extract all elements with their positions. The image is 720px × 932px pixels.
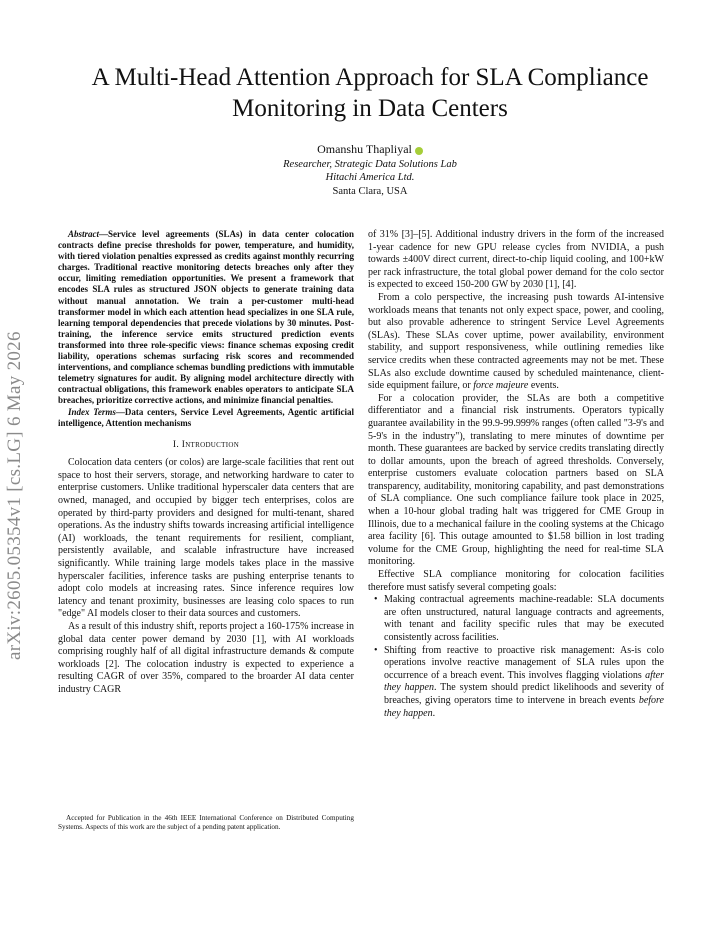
- goals-list: [368, 594, 664, 720]
- paragraph: For a colocation provider, the SLAs are both a competitive differentiator and a financial risk instruments. Operators typically guarantee availability in the 99.9-99.999% ranges (often called "3-9's and 5-9's in the industry"), translating to mere minutes of downtime per month. These guarantees are backed by service credits translating directly to dollar amounts, upon the breach of agreed thresholds. Conversely, enterprise customers evaluate colocation partners based on SLA transparency, auditability, monitoring capability, and past demonstrations of SLA compliance. One such compliance failure took place in 2025, when a 10-hour global trading halt was triggered for CME Group in Illinois, due to a mechanical failure in the cooling systems at the Chicago area facility [6]. This outage amounted to $1.58 billion in lost trading volume for the CME Group, highlighting the need for real-time SLA monitoring.: [368, 392, 664, 568]
- section-heading: I. Introduction: [172, 439, 240, 450]
- list-item: • Making contractual agreements machine-readable: SLA documents are often unstructured, natural language contracts and agreements, with tenant and facility specific rules that may be executed consistently across facilities.: [384, 594, 664, 644]
- paragraph-text: events.: [528, 380, 559, 392]
- author-org: Hitachi America Ltd.: [325, 172, 415, 183]
- paragraph: Effective SLA compliance monitoring for colocation facilities therefore must satisfy several competing goals:: [368, 569, 664, 593]
- paragraph: [368, 292, 664, 393]
- author-role: Researcher, Strategic Data Solutions Lab: [283, 158, 457, 170]
- paragraph: As a result of this industry shift, reports project a 160-175% increase in global data center power demand by 2030 [1], with AI workloads comprising roughly half of all digital infrastructure demands & compute workloads [2]. The colocation industry is expected to experience a resulting CAGR of over 35%, compared to the broarder AI data center industry CAGR: [58, 621, 354, 695]
- index-terms-text: —Data centers, Service Level Agreements, Agentic artificial intelligence, Attention mechanisms: [58, 406, 354, 428]
- list-item-text: . The system should predict likelihoods and severity of breaches, giving operators time to intervene in breach events: [384, 682, 664, 706]
- author-block: [160, 143, 580, 198]
- emphasis: after they happen: [384, 669, 664, 694]
- arxiv-identifier: arXiv:2605.05354v1 [cs.LG] 6 May 2026: [4, 331, 25, 660]
- abstract-label: Abstract: [68, 229, 100, 239]
- index-terms-label: Index Terms: [68, 406, 116, 417]
- list-item: [384, 645, 664, 721]
- right-column: [368, 229, 664, 720]
- paragraph: of 31% [3]–[5]. Additional industry drivers in the form of the increased 1-year cadence for new GPU release cycles from NVIDIA, a push towards ±400V direct current, direct-to-chip liquid cooling, and 100+kW per rack infrastructure, the total global power demand for the colo sector is expected to exceed 150-200 GW by 2030 [1], [4].: [368, 229, 664, 291]
- emphasis: force majeure: [473, 380, 529, 392]
- list-item-text: .: [432, 707, 436, 719]
- author-location: Santa Clara, USA: [332, 185, 408, 197]
- emphasis: before they happen: [384, 694, 664, 719]
- author-name: Omanshu Thapliyal: [317, 142, 412, 156]
- footnote: Accepted for Publication in the 46th IEEE International Conference on Distributed Computing Systems. Aspects of this work are the subject of a pending patent application.: [58, 814, 354, 831]
- orcid-icon[interactable]: [415, 147, 423, 155]
- left-column: [58, 229, 354, 697]
- paragraph-text: From a colo perspective, the increasing push towards AI-intensive workloads means that tenants not only expect space, power, and cooling, but also provable adherence to stringent Service Level Agreements (SLAs). These SLAs cover uptime, power availability, environment stability, and support responsiveness, while outlining remedies like service credits when these contracted agreements may not be met. These SLAs also exclude downtime caused by scheduled maintenance, client-side equipment failure, or: [368, 291, 664, 392]
- abstract: [58, 229, 354, 407]
- paper-title: A Multi-Head Attention Approach for SLA Compliance Monitoring in Data Centers: [91, 64, 649, 122]
- index-terms: [58, 407, 354, 429]
- abstract-text: —Service level agreements (SLAs) in data center colocation contracts define precise thresholds for power, temperature, and humidity, with tiered violation penalties expressed as credits against monthly recurring charges. Traditional reactive monitoring detects breaches only after they occur, limiting remediation opportunities. We present a framework that encodes SLA rules as structured JSON objects to generate training data without manual annotation. We train a per-customer multi-head transformer model in which each attention head specializes in one SLA rule, learning temporal dependencies that precede violations by 30 minutes. Post-training, the inference service emits structured prediction events transformed into three role-specific views: finance schemas exposing credit liability, operations schemas surfacing risk scores and recommended interventions, and compliance schemas bundling predictions with immutable telemetry signatures for audit. By aligning model architecture directly with contractual obligations, this framework enables operators to anticipate SLA breaches, prioritize corrective actions, and minimize financial penalties.: [58, 229, 354, 406]
- list-item-text: Shifting from reactive to proactive risk management: As-is colo operations involve reactive management of SLA rules upon the occurrence of a breach event. This involves flagging violations: [384, 644, 664, 681]
- paragraph: Colocation data centers (or colos) are large-scale facilities that rent out space to host their servers, storage, and networking hardware to cater to enterprise customers. Unlike traditional hyperscaler data centers that are owned, managed, and occupied by bigger tech enterprises, colos are operated by third-party providers and designed for multi-tenant, shared operations. As the industry shifts towards increasing artificial intelligence (AI) workloads, the tenant requirements for resilient, compliant, persistently available, and scalable infrastructure have increased significantly. While training large models takes place in the massive hyperscaler facilities, inference tasks are pushing enterprise tenants to adopt colo models at increasing rates. Since inference requires low latency and tenant proximity, businesses are leasing colo spaces to run "edge" AI models closer to their data sources and customers.: [58, 457, 354, 620]
